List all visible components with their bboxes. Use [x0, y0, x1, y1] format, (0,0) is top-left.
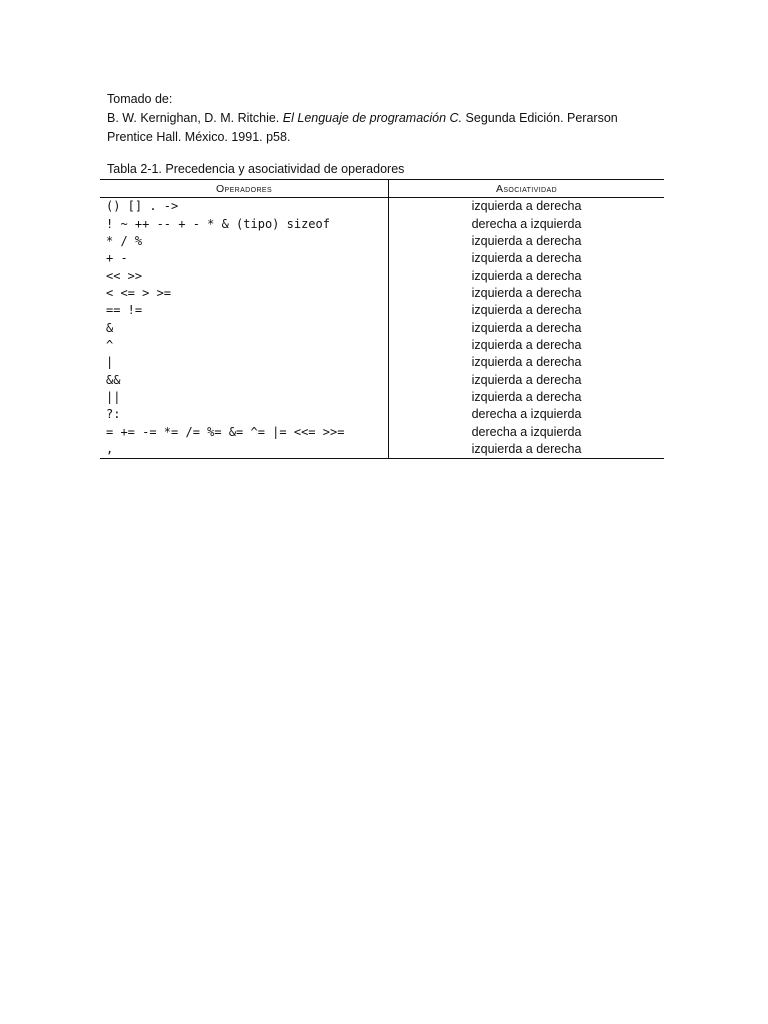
table-body [100, 198, 664, 459]
source-reference [107, 90, 667, 147]
operator-cell: & [100, 319, 389, 336]
table-row [100, 441, 664, 459]
associativity-cell: izquierda a derecha [471, 441, 582, 456]
associativity-cell: izquierda a derecha [471, 268, 582, 283]
table-row [100, 319, 664, 336]
associativity-cell: izquierda a derecha [471, 285, 582, 300]
associativity-cell: izquierda a derecha [471, 337, 582, 352]
operator-cell: < <= > >= [100, 285, 389, 302]
table-row [100, 302, 664, 319]
associativity-cell: izquierda a derecha [471, 320, 582, 335]
table-row [100, 337, 664, 354]
table-row [100, 233, 664, 250]
associativity-cell: izquierda a derecha [471, 372, 582, 387]
table-row [100, 267, 664, 284]
table-caption: Tabla 2-1. Precedencia y asociatividad de operadores [107, 162, 405, 176]
associativity-cell: izquierda a derecha [471, 233, 582, 248]
source-citation [107, 109, 667, 147]
associativity-cell: izquierda a derecha [471, 303, 582, 318]
operator-cell: * / % [100, 233, 389, 250]
table-row [100, 215, 664, 232]
source-edition-publisher: Segunda Edición. Perarson Prentice Hall. México. 1991. p58. [107, 111, 618, 144]
operator-cell: = += -= *= /= %= &= ^= |= <<= >>= [100, 423, 389, 440]
header-operators: Operadores [100, 180, 389, 198]
operator-cell: + - [100, 250, 389, 267]
header-associativity: Asociatividad [389, 180, 665, 198]
operator-cell: | [100, 354, 389, 371]
associativity-cell: derecha a izquierda [471, 216, 582, 231]
table-row [100, 250, 664, 267]
operator-cell: ^ [100, 337, 389, 354]
operator-cell: || [100, 389, 389, 406]
operators-table [100, 179, 664, 459]
operator-cell: () [] . -> [100, 198, 389, 216]
table-row [100, 389, 664, 406]
source-heading: Tomado de: [107, 92, 173, 106]
operator-cell: << >> [100, 267, 389, 284]
table-row [100, 371, 664, 388]
associativity-cell: izquierda a derecha [471, 389, 582, 404]
operator-cell: ?: [100, 406, 389, 423]
associativity-cell: izquierda a derecha [471, 355, 582, 370]
associativity-cell: derecha a izquierda [471, 424, 582, 439]
table-header-row [100, 180, 664, 198]
table-row [100, 423, 664, 440]
operator-cell: && [100, 371, 389, 388]
source-book-title: El Lenguaje de programación C. [282, 111, 463, 125]
table-row [100, 198, 664, 216]
operator-cell: ! ~ ++ -- + - * & (tipo) sizeof [100, 215, 389, 232]
associativity-cell: izquierda a derecha [471, 251, 582, 266]
associativity-cell: derecha a izquierda [471, 407, 582, 422]
table-row [100, 406, 664, 423]
table-row [100, 354, 664, 371]
operator-cell: , [100, 441, 389, 459]
source-authors: B. W. Kernighan, D. M. Ritchie. [107, 111, 280, 125]
table-row [100, 285, 664, 302]
operator-cell: == != [100, 302, 389, 319]
associativity-cell: izquierda a derecha [471, 199, 582, 214]
